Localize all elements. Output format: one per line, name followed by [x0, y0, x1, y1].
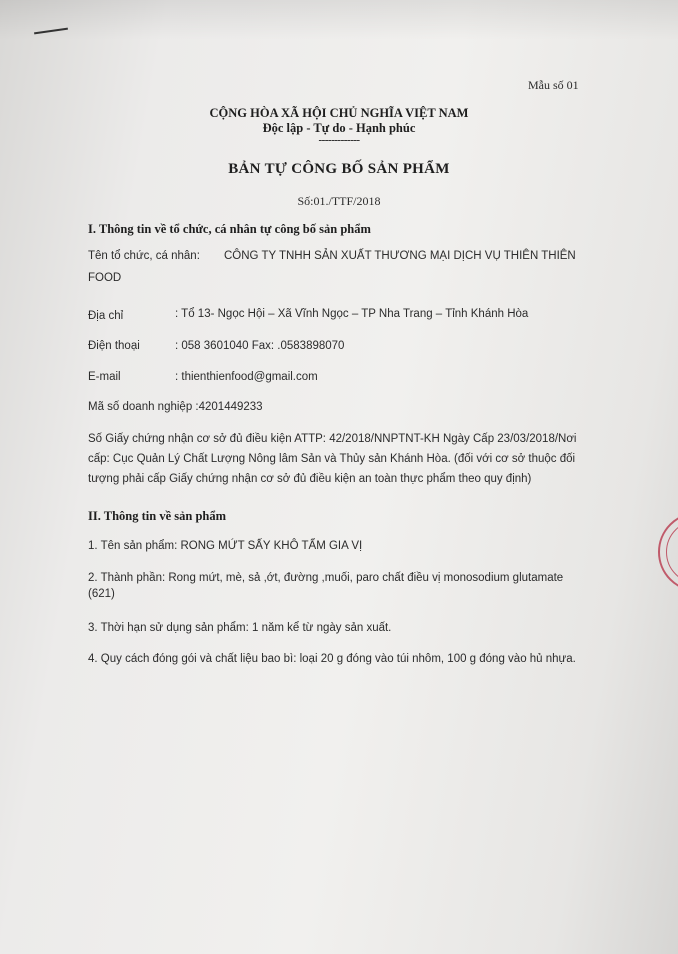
section2-heading: II. Thông tin về sản phẩm — [88, 509, 227, 523]
certificate-line-3: tượng phải cấp Giấy chứng nhận cơ sở đủ điều kiện an toàn thực phẩm theo quy định) — [88, 473, 532, 485]
ingredients-continued: (621) — [88, 588, 115, 600]
product-name: 1. Tên sản phẩm: RONG MỨT SẤY KHÔ TẨM GIA VỊ — [88, 540, 363, 552]
section1-heading: I. Thông tin về tổ chức, cá nhân tự công bố sản phẩm — [88, 222, 371, 236]
document-number: Số:01./TTF/2018 — [297, 194, 381, 208]
address-label: Địa chỉ — [88, 310, 124, 322]
org-label: Tên tổ chức, cá nhân: — [88, 250, 200, 262]
motto: Độc lập - Tự do - Hạnh phúc — [262, 121, 416, 135]
shelf-life: 3. Thời hạn sử dụng sản phẩm: 1 năm kể từ ngày sản xuất. — [88, 622, 392, 634]
phone-value: : 058 3601040 Fax: .0583898070 — [175, 340, 345, 352]
form-number: Mẫu số 01 — [528, 78, 579, 92]
address-value: : Tổ 13- Ngọc Hội – Xã Vĩnh Ngọc – TP Nha Trang – Tỉnh Khánh Hòa — [175, 308, 529, 320]
phone-label: Điện thoại — [88, 340, 140, 352]
email-label: E-mail — [88, 371, 121, 383]
document-title: BẢN TỰ CÔNG BỐ SẢN PHẨM — [228, 161, 450, 177]
country-header: CỘNG HÒA XÃ HỘI CHỦ NGHĨA VIỆT NAM — [209, 106, 469, 120]
red-stamp-seal — [658, 512, 678, 592]
business-code: Mã số doanh nghiệp :4201449233 — [88, 401, 263, 413]
page-shadow — [0, 0, 678, 40]
org-value: CÔNG TY TNHH SẢN XUẤT THƯƠNG MẠI DỊCH VỤ THIÊN THIÊN — [224, 250, 576, 262]
certificate-line-2: cấp: Cục Quản Lý Chất Lượng Nông lâm Sản và Thủy sản Khánh Hòa. (đối với cơ sở thuộc đối — [88, 453, 576, 465]
certificate-line-1: Số Giấy chứng nhận cơ sở đủ điều kiện ATTP: 42/2018/NNPTNT-KH Ngày Cấp 23/03/2018/Nơi — [88, 433, 577, 445]
email-value: : thienthienfood@gmail.com — [175, 371, 318, 383]
org-value-continued: FOOD — [88, 272, 122, 284]
packaging: 4. Quy cách đóng gói và chất liệu bao bì: loại 20 g đóng vào túi nhôm, 100 g đóng vào hủ nhựa. — [88, 653, 576, 665]
header-separator: ------------- — [318, 134, 360, 146]
ingredients: 2. Thành phần: Rong mứt, mè, sả ,ớt, đường ,muối, paro chất điều vị monosodium glutamate — [88, 572, 564, 584]
